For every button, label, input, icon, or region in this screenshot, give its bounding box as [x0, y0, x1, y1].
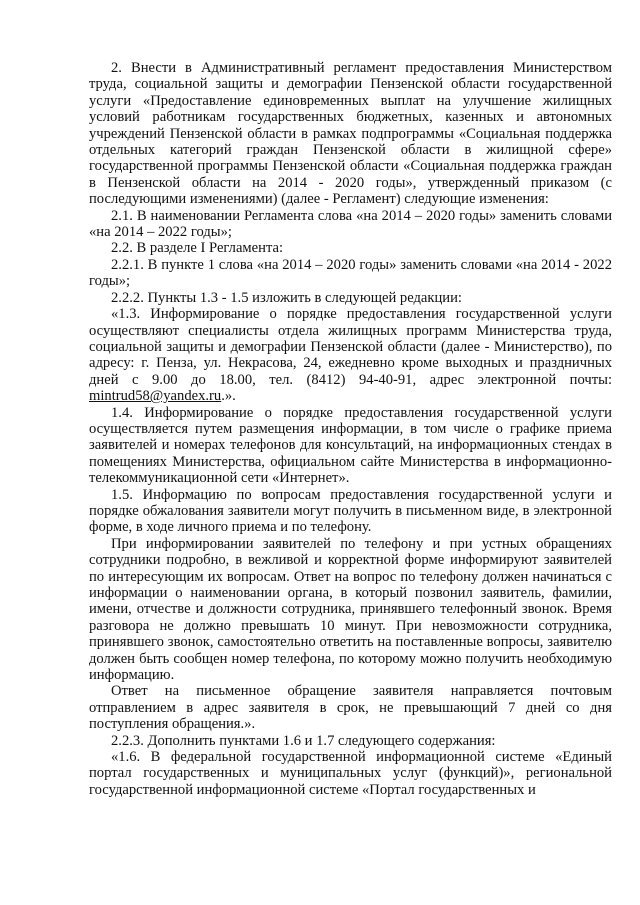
email-link[interactable]: mintrud58@yandex.ru: [89, 388, 222, 405]
paragraph-2-2-3: 2.2.3. Дополнить пунктами 1.6 и 1.7 следующего содержания:: [111, 732, 496, 749]
paragraph-1-5: 1.5. Информацию по вопросам предоставления государственной услуги и порядке обжалования заявители могут получить в письменном виде, в электронной форме, в ходе личного приема и по телефону.: [89, 486, 612, 536]
paragraph-2-2: 2.2. В разделе I Регламента:: [111, 240, 284, 257]
paragraph-2-2-2: 2.2.2. Пункты 1.3 - 1.5 изложить в следующей редакции:: [111, 289, 462, 306]
paragraph-1-3-text: «1.3. Информирование о порядке предоставления государственной услуги осуществляют специалисты отдела жилищных программ Министерства труда, социальной защиты и демографии Пензенской области (далее - Министерство), по адресу: г. Пенза, ул. Некрасова, 24, ежедневно кроме выходных и праздничных дней с 9.00 до 18.00, тел. (8412) 94-40-91, адрес электронной почты:: [89, 306, 612, 388]
paragraph-written-reply: Ответ на письменное обращение заявителя направляется почтовым отправлением в адрес заявителя в срок, не превышающий 7 дней со дня поступления обращения.».: [89, 683, 612, 733]
paragraph-phone-info: При информировании заявителей по телефону и при устных обращениях сотрудники подробно, в вежливой и корректной форме информируют заявителей по интересующим их вопросам. Ответ на вопрос по телефону должен начинаться с информации о наименовании органа, в который позвонил заявитель, фамилии, имени, отчестве и должности сотрудника, принявшего телефонный звонок. Время разговора не должно превышать 10 минут. При невозможности сотрудника, принявшего звонок, самостоятельно ответить на поставленные вопросы, заявителю должен быть сообщен номер телефона, по которому можно получить необходимую информацию.: [89, 535, 612, 684]
paragraph-1-3: [89, 306, 612, 404]
paragraph-2: 2. Внести в Административный регламент предоставления Министерством труда, социальной защиты и демографии Пензенской области государственной услуги «Предоставление единовременных выплат на улучшение жилищных условий работникам государственных бюджетных, казенных и автономных учреждений Пензенской области в рамках подпрограммы «Социальная поддержка отдельных категорий граждан Пензенской области в жилищной сфере» государственной программы Пензенской области «Социальная поддержка граждан в Пензенской области на 2014 - 2020 годы», утвержденный приказом (с последующими изменениями) (далее - Регламент) следующие изменения:: [89, 60, 612, 208]
paragraph-2-2-1: 2.2.1. В пункте 1 слова «на 2014 – 2020 годы» заменить словами «на 2014 - 2022 годы»;: [89, 256, 612, 290]
paragraph-1-6: «1.6. В федеральной государственной информационной системе «Единый портал государственных и муниципальных услуг (функций)», региональной государственной информационной системе «Портал государственных и: [89, 749, 612, 798]
paragraph-1-3-end: .».: [221, 388, 236, 405]
paragraph-2-1: 2.1. В наименовании Регламента слова «на 2014 – 2020 годы» заменить словами «на 2014 – 2022 годы»;: [89, 207, 612, 241]
paragraph-1-4: 1.4. Информирование о порядке предоставления государственной услуги осуществляется путем размещения информации, в том числе о графике приема заявителей и номерах телефонов для консультаций, на информационных стендах в помещениях Министерства, официальном сайте Министерства в информационно-телекоммуникационной сети «Интернет».: [89, 404, 612, 487]
